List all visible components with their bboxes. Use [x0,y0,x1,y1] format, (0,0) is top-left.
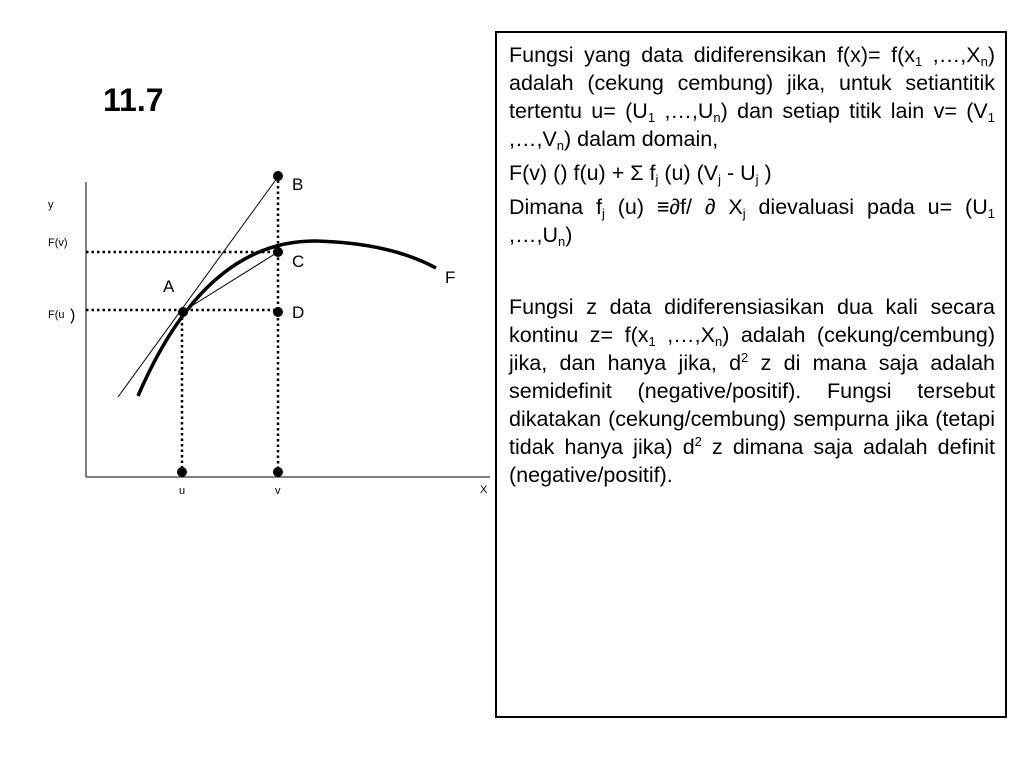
definition-text-box [495,31,1007,718]
tangent-line [118,174,280,397]
point-d-dot [273,307,283,317]
paragraph-partial-derivative: Dimana $f_j$ (u) ≡∂f/ ∂ $X_j$ dievaluasi pada $u= (U_1$ $,\dots,U_n$) [509,195,995,249]
u-axis-label: u [179,485,186,497]
fu-label: F(u [48,309,65,321]
point-a-dot [178,307,188,317]
point-a-label: A [163,277,175,296]
paragraph-definition-differentiable: Fungsi yang data didiferensikan $f(x)= f(x_1$ $,\dots,X_n$) adalah (cekung cembung) jika, untuk setiantitik tertentu $u= (U_1$ $,\dots,U_n$) dan setiap titik lain $v= (V_1$ $,\dots,V_n$) dalam domain, [509,43,995,153]
slide-number: 11.7 [103,82,164,118]
point-c-label: C [292,252,305,271]
x-axis-label: X [480,484,488,496]
v-dot [273,467,283,477]
y-axis-label: y [48,199,54,211]
fu-label-paren: ) [70,307,76,324]
paragraph-inequality: F(v) () f(u) + Σ $f_j$ (u) ($V_j - U_j$ ) [509,161,772,187]
curve-f-label: F [445,268,456,287]
paragraph-twice-differentiable: Fungsi z data didiferensiasikan dua kali secara kontinu $z= f(x_1$ $,\dots,X_n$) adalah (cekung/cembung) jika, dan hanya jika, $d^2$ z di mana saja adalah semidefinit (negative/positif). Fungsi tersebut dikatakan (cekung/cembung) sempurna jika (tetapi tidak hanya jika) $d^2$ z dimana saja adalah definit (negative/positif). [509,295,995,487]
point-b-dot [273,171,283,181]
point-d-label: D [292,303,305,322]
point-c-dot [273,247,283,257]
chord-line [182,252,278,312]
fv-label: F(v) [48,237,68,249]
v-axis-label: v [275,485,281,497]
concavity-diagram [0,0,500,520]
u-dot [177,467,187,477]
point-b-label: B [292,175,304,194]
